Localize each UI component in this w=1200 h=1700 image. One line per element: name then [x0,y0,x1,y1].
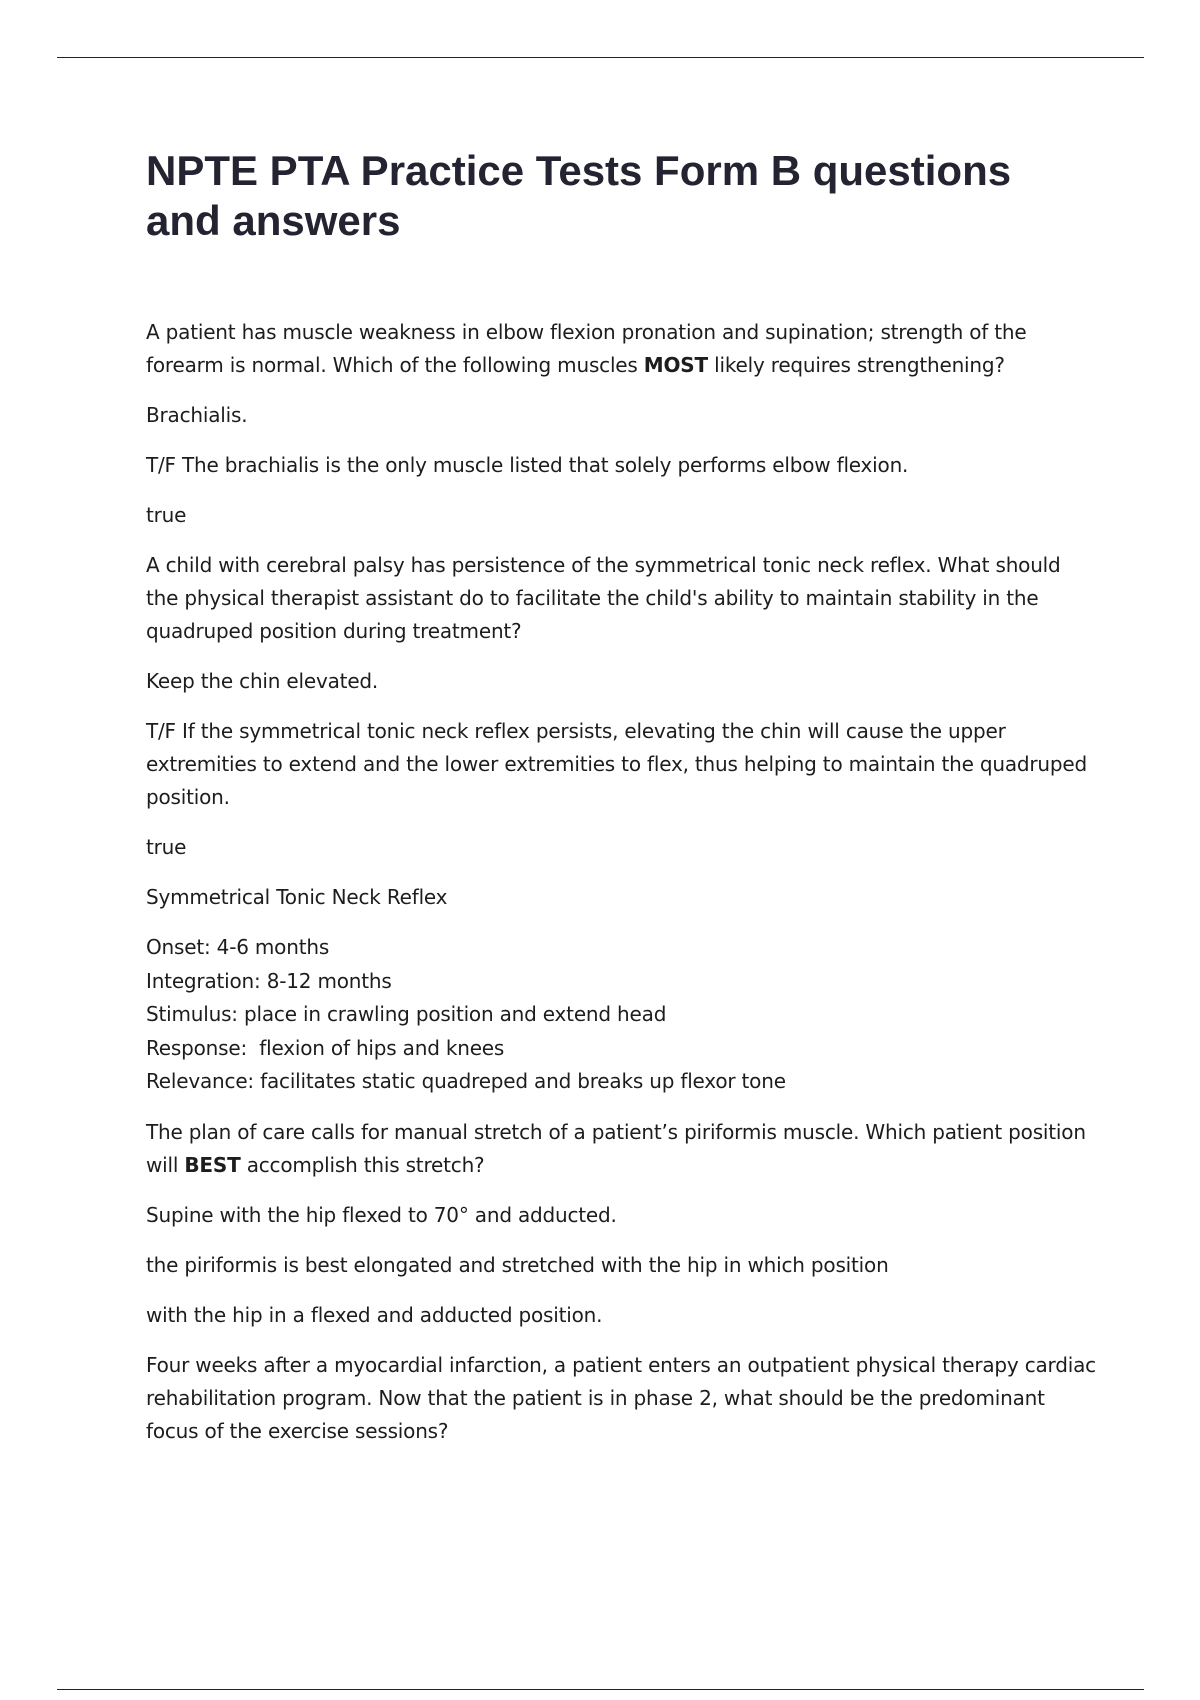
document-title: NPTE PTA Practice Tests Form B questions and answers [146,147,1012,244]
document-body [146,146,1096,1465]
answer-7: with the hip in a flexed and adducted position. [146,1302,603,1327]
question-6 [146,1116,1096,1182]
question-8: Four weeks after a myocardial infarction, a patient enters an outpatient physical therapy cardiac rehabilitation program. Now that the patient is in phase 2, what should be the predominant focus of the exercise sessions? [146,1352,1096,1443]
question-2: T/F The brachialis is the only muscle listed that solely performs elbow flexion. [146,453,909,477]
question-3: A child with cerebral palsy has persistence of the symmetrical tonic neck reflex. What should the physical therapist assistant do to facilitate the child's ability to maintain stability in the quadruped position during treatment? [146,553,1061,643]
question-5: Symmetrical Tonic Neck Reflex [146,885,448,909]
bottom-divider [57,1689,1144,1690]
answer-3: Keep the chin elevated. [146,669,379,693]
reflex-integration: Integration: 8-12 months [146,968,392,993]
reflex-onset: Onset: 4-6 months [146,935,330,959]
question-6-text-end: accomplish this stretch? [240,1152,485,1177]
question-1-text: A patient has muscle weakness in elbow flexion pronation and supination; strength of the forearm is normal. Which of the following muscles [146,320,1027,377]
question-4: T/F If the symmetrical tonic neck reflex persists, elevating the chin will cause the upper extremities to extend and the lower extremities to flex, thus helping to maintain the quadruped position. [146,719,1087,809]
answer-6: Supine with the hip flexed to 70° and adducted. [146,1202,617,1227]
answer-2: true [146,503,187,527]
reflex-relevance: Relevance: facilitates static quadreped and breaks up flexor tone [146,1069,786,1093]
question-7: the piriformis is best elongated and stretched with the hip in which position [146,1252,889,1277]
question-6-emphasis: BEST [184,1152,241,1177]
reflex-stimulus: Stimulus: place in crawling position and extend head [146,1002,667,1026]
question-1-text-end: likely requires strengthening? [707,353,1005,377]
answer-5 [146,931,1096,1099]
reflex-response: Response: flexion of hips and knees [146,1035,505,1060]
answer-1: Brachialis. [146,403,248,427]
question-1-emphasis: MOST [643,353,708,377]
answer-4: true [146,835,187,859]
question-1 [146,316,1096,382]
top-divider [57,57,1144,58]
question-6-text: The plan of care calls for manual stretch of a patient’s piriformis muscle. Which patient position will [146,1119,1086,1177]
